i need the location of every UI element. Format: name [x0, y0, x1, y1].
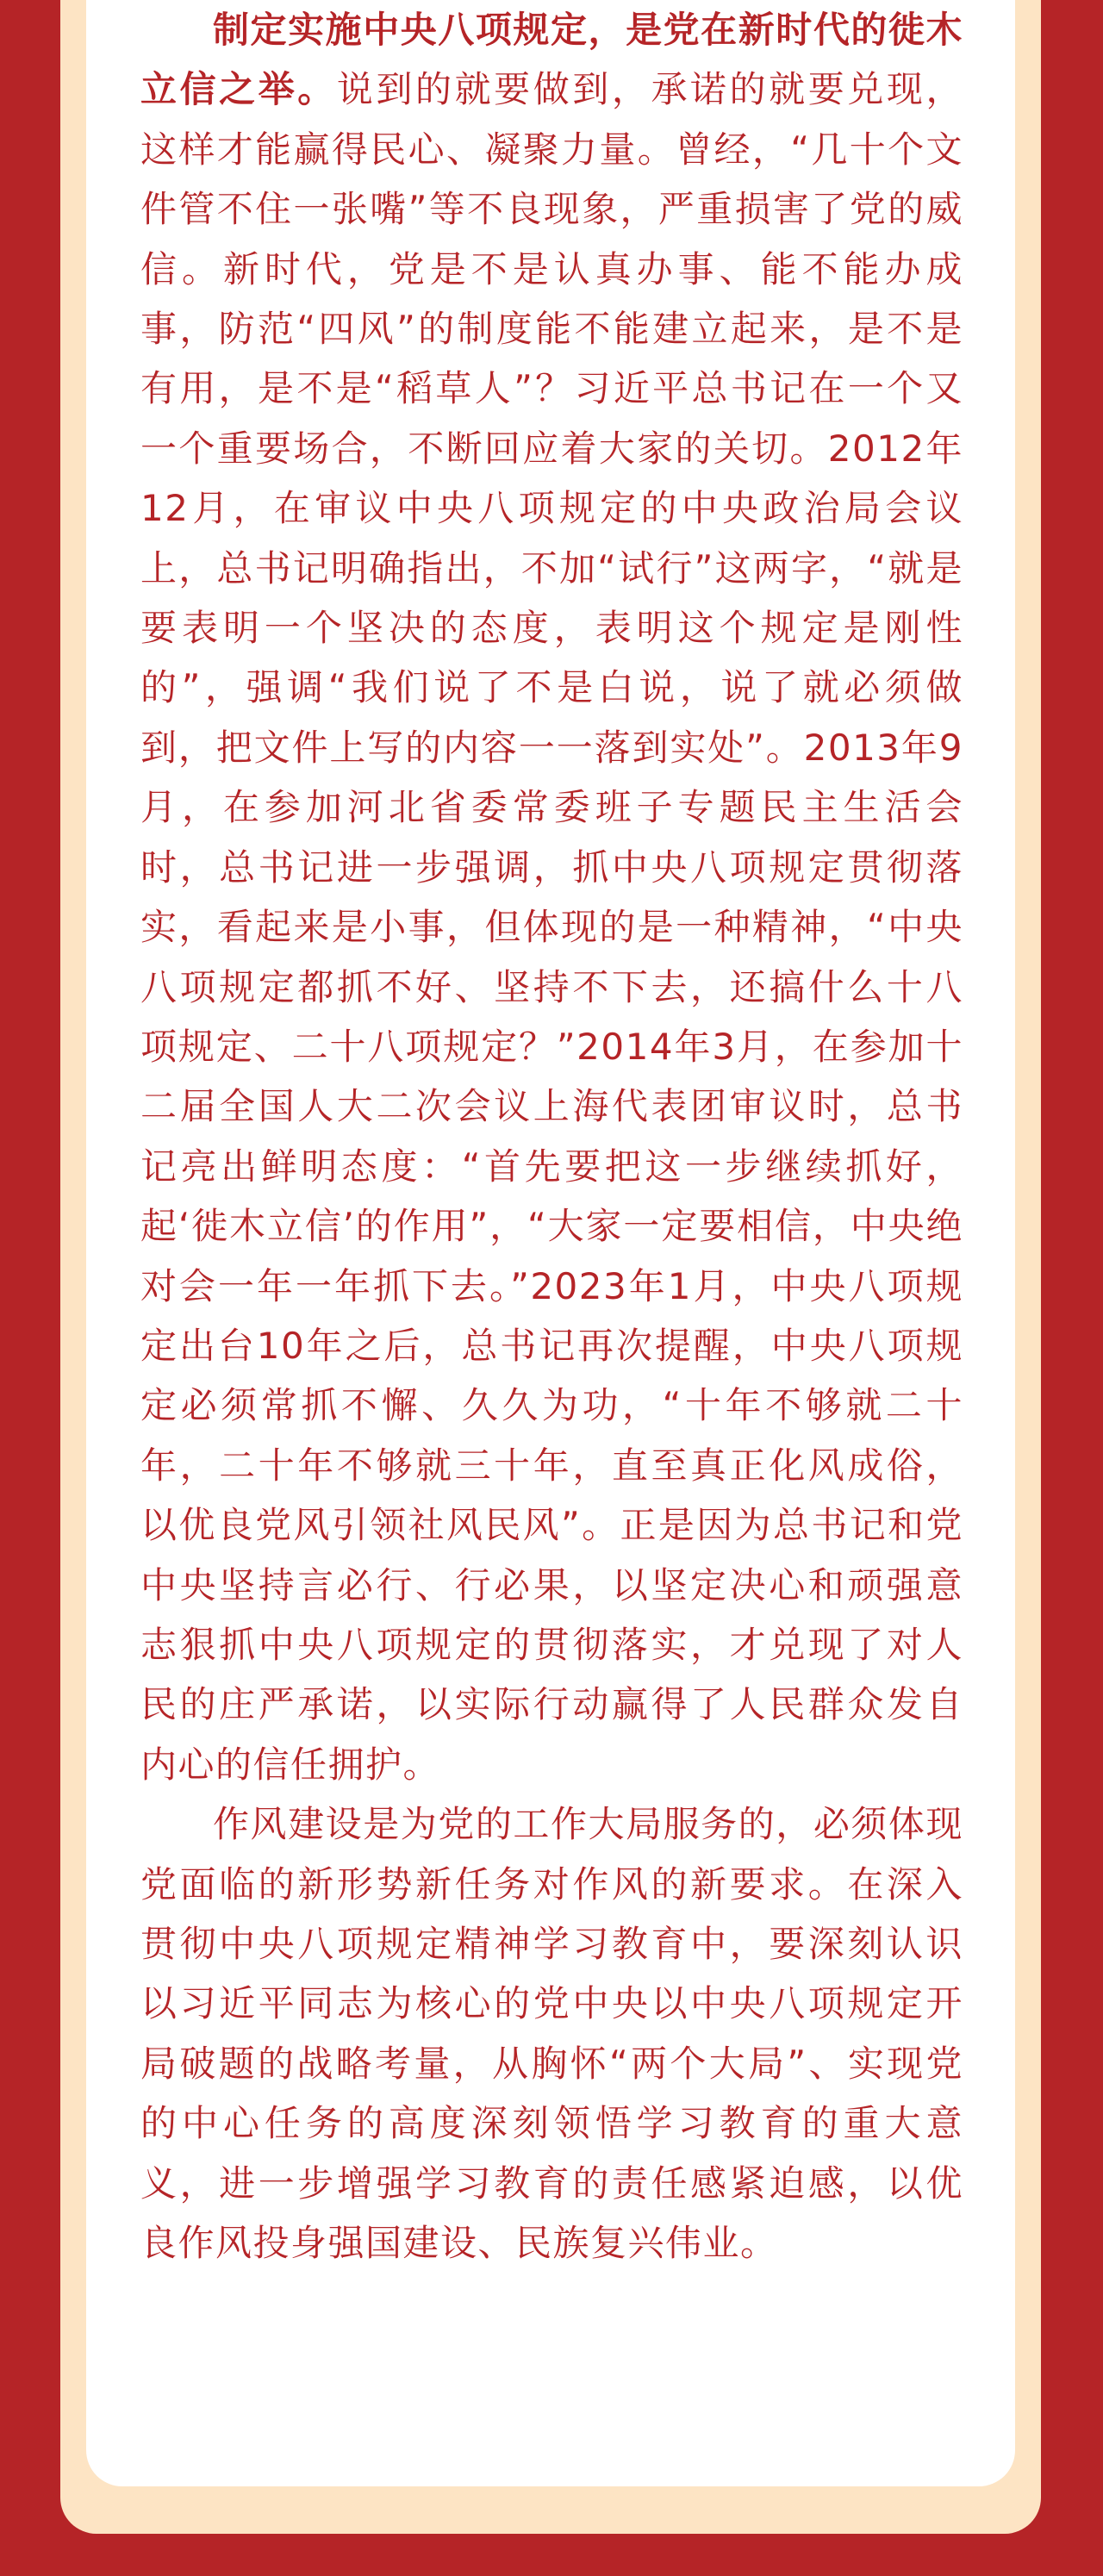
paragraph-1-lead: 制定实施中央八项规定，是党在新时代的徙木立信之举。 — [140, 9, 963, 111]
paragraph-1 — [140, 0, 963, 1794]
article-body — [140, 0, 963, 2273]
paragraph-2-body: 作风建设是为党的工作大局服务的，必须体现党面临的新形势新任务对作风的新要求。在深入贯彻中央八项规定精神学习教育中，要深刻认识以习近平同志为核心的党中央以中央八项规定开局破题的战略考量，从胸怀“两个大局”、实现党的中心任务的高度深刻领悟学习教育的重大意义，进一步增强学习教育的责任感紧迫感，以优良作风投身强国建设、民族复兴伟业。 — [140, 1803, 963, 2265]
paragraph-2 — [140, 1794, 963, 2273]
paragraph-1-body: 说到的就要做到，承诺的就要兑现，这样才能赢得民心、凝聚力量。曾经，“几十个文件管不住一张嘴”等不良现象，严重损害了党的威信。新时代，党是不是认真办事、能不能办成事，防范“四风”的制度能不能建立起来，是不是有用，是不是“稻草人”？习近平总书记在一个又一个重要场合，不断回应着大家的关切。2012年12月，在审议中央八项规定的中央政治局会议上，总书记明确指出，不加“试行”这两字，“就是要表明一个坚决的态度，表明这个规定是刚性的”，强调“我们说了不是白说，说了就必须做到，把文件上写的内容一一落到实处”。2013年9月，在参加河北省委常委班子专题民主生活会时，总书记进一步强调，抓中央八项规定贯彻落实，看起来是小事，但体现的是一种精神，“中央八项规定都抓不好、坚持不下去，还搞什么十八项规定、二十八项规定？”2014年3月，在参加十二届全国人大二次会议上海代表团审议时，总书记亮出鲜明态度：“首先要把这一步继续抓好，起‘徙木立信’的作用”，“大家一定要相信，中央绝对会一年一年抓下去。”2023年1月，中央八项规定出台10年之后，总书记再次提醒，中央八项规定必须常抓不懈、久久为功，“十年不够就二十年，二十年不够就三十年，直至真正化风成俗，以优良党风引领社风民风”。正是因为总书记和党中央坚持言必行、行必果，以坚定决心和顽强意志狠抓中央八项规定的贯彻落实，才兑现了对人民的庄严承诺，以实际行动赢得了人民群众发自内心的信任拥护。 — [140, 68, 963, 1786]
